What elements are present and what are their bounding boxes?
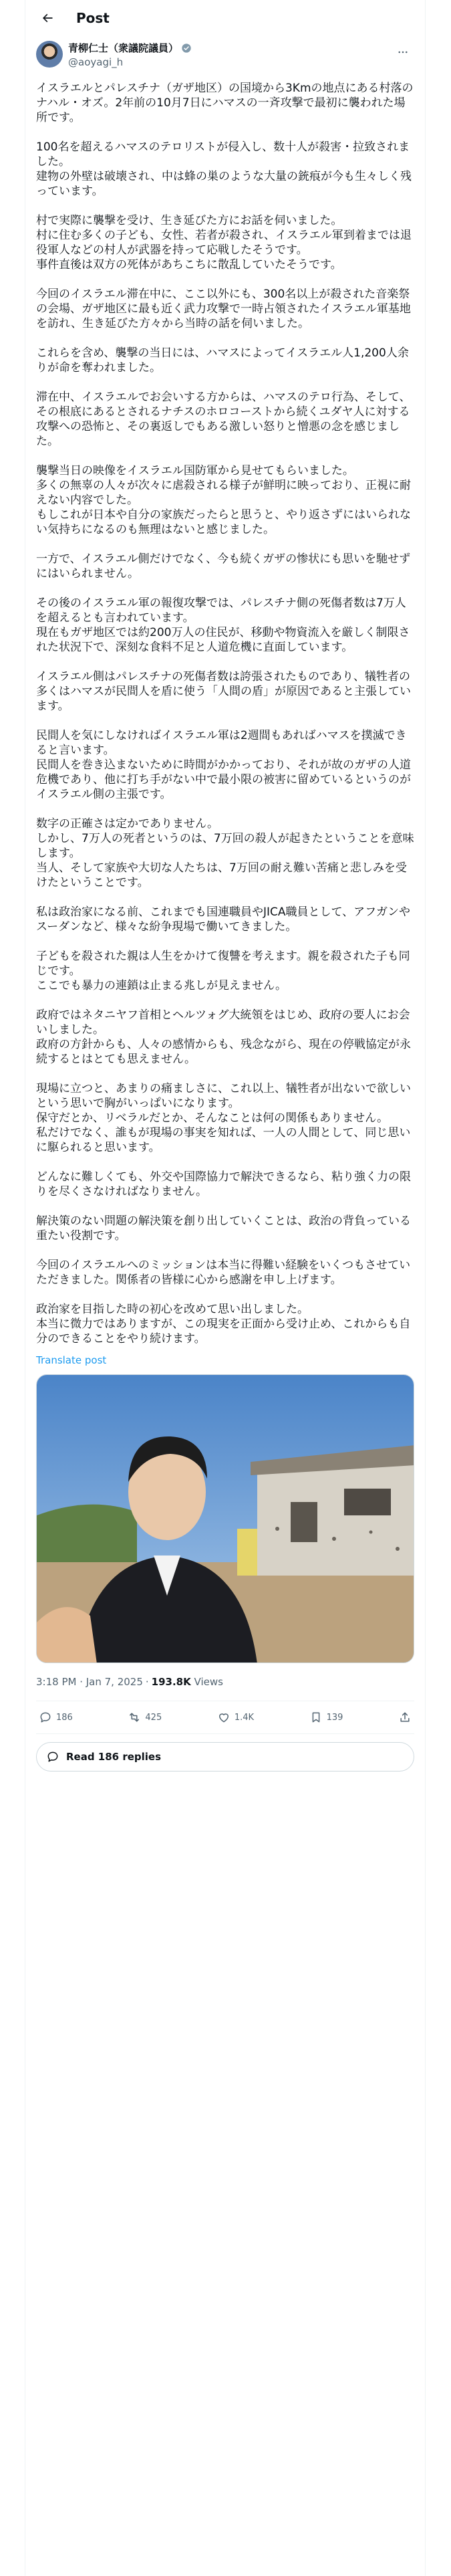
bookmark-button[interactable] (309, 1711, 343, 1724)
page-title: Post (76, 9, 110, 26)
author-handle[interactable]: @aoyagi_h (68, 56, 124, 68)
repost-button[interactable] (128, 1711, 162, 1724)
more-dots-icon (397, 46, 409, 58)
speech-bubble-icon (46, 1750, 59, 1763)
post-column (25, 0, 426, 2576)
author-row (36, 35, 414, 73)
avatar[interactable] (36, 41, 63, 68)
like-count: 1.4K (234, 1712, 255, 1723)
back-button[interactable] (36, 7, 59, 29)
photo-image (37, 1375, 414, 1663)
bookmark-count: 139 (326, 1712, 343, 1723)
like-button[interactable] (217, 1711, 254, 1724)
reply-icon (39, 1711, 52, 1724)
author-names (68, 41, 392, 68)
translate-post-link[interactable]: Translate post (36, 1354, 107, 1366)
verified-badge-icon (181, 43, 192, 53)
read-replies-button[interactable] (36, 1742, 414, 1772)
post-text: イスラエルとパレスチナ（ガザ地区）の国境から3Kmの地点にある村落のナハル・オズ。2年前の10月7日にハマスの一斉攻撃で最初に襲われた場所です。 100名を超えるハマスのテロリストが侵入し、数十人が殺害・拉致されました。 建物の外壁は破壊され、中は蜂の巣のような大量の銃痕が今も生々しく残っています。 村で実際に襲撃を受け、生き延びた方にお話を伺いました。 村に住む多くの子ども、女性、若者が殺され、イスラエル軍到着までは退役軍人などの村人が武器を持って応戦したそうです。 事件直後は双方の死体があちこちに散乱していたそうです。 今回のイスラエル滞在中に、ここ以外にも、300名以上が殺された音楽祭の会場、ガザ地区に最も近く武力攻撃で一時占領されたイスラエル軍基地を訪れ、生き延びた方々から当時の話を伺いました。 これらを含め、襲撃の当日には、ハマスによってイスラエル人1,200人余りが命を奪われました。 滞在中、イスラエルでお会いする方からは、ハマスのテロ行為、そして、その根底にあるとされるナチスのホロコーストから続くユダヤ人に対する攻撃への恐怖と、その裏返しでもある激しい怒りと憎悪の念を感じました。 襲撃当日の映像をイスラエル国防軍から見せてもらいました。 多くの無辜の人々が次々に虐殺される様子が鮮明に映っており、正視に耐えない内容でした。 もしこれが日本や自分の家族だったらと思うと、やり返さずにはいられない気持ちになるのも無理はないと感じました。 一方で、イスラエル側だけでなく、今も続くガザの惨状にも思いを馳せずにはいられません。 その後のイスラエル軍の報復攻撃では、パレスチナ側の死傷者数は7万人を超えるとも言われています。 現在もガザ地区では約200万人の住民が、移動や物資流入を厳しく制限された状況下で、深刻な食料不足と人道危機に直面しています。 イスラエル側はパレスチナの死傷者数は誇張されたものであり、犠牲者の多くはハマスが民間人を盾に使う「人間の盾」が原因であると主張しています。 民間人を気にしなければイスラエル軍は2週間もあればハマスを撲滅できると言います。 民間人を巻き込まないために時間がかかっており、それが故のガザの人道危機であり、他に打ち手がない中で最小限の被害に留めているというのがイスラエル側の主張です。 数字の正確さは定かでありません。 しかし、7万人の死者というのは、7万回の殺人が起きたということを意味します。 当人、そして家族や大切な人たちは、7万回の耐え難い苦痛と悲しみを受けたということです。 私は政治家になる前、これまでも国連職員やJICA職員として、アフガンやスーダンなど、様々な紛争現場で働いてきました。 子どもを殺された親は人生をかけて復讐を考えます。親を殺された子も同じです。 ここでも暴力の連鎖は止まる兆しが見えません。 政府ではネタニヤフ首相とヘルツォグ大統領をはじめ、政府の要人にお会いしました。 政府の方針からも、人々の感情からも、残念ながら、現在の停戦協定が永続するとはとても思えません。 現場に立つと、あまりの痛ましさに、これ以上、犠牲者が出ないで欲しいという思いで胸がいっぱいになります。 保守だとか、リベラルだとか、そんなことは何の関係もありません。 私だけでなく、誰もが現場の事実を知れば、一人の人間として、同じ思いに駆られると思います。 どんなに難しくても、外交や国際協力で解決できるなら、粘り強く力の限りを尽くさなければなりません。 解決策のない問題の解決策を創り出していくことは、政治の背負っている重たい役割です。 今回のイスラエルへのミッションは本当に得難い経験をいくつもさせていただきました。関係者の皆様に心から感謝を申し上げます。 政治家を目指した時の初心を改めて思い出しました。 本当に微力ではありますが、この現実を正面から受け止め、これからも自分のできることをやり続けます。 (36, 82, 414, 1346)
display-name-text: 青柳仁士（衆議院議員） (68, 42, 179, 54)
reply-button[interactable] (39, 1711, 73, 1724)
share-icon (398, 1711, 412, 1724)
post-meta (36, 1674, 414, 1690)
reply-count: 186 (56, 1712, 73, 1723)
views-label-text: Views (194, 1676, 223, 1688)
views-count: 193.8K (151, 1676, 191, 1688)
share-button[interactable] (398, 1711, 412, 1724)
meta-separator: · (145, 1676, 149, 1688)
back-arrow-icon (41, 11, 54, 25)
post (25, 35, 425, 1772)
top-bar (25, 0, 425, 35)
more-options-button[interactable] (392, 41, 414, 64)
post-timestamp[interactable]: 3:18 PM · Jan 7, 2025 (36, 1676, 143, 1688)
post-photo[interactable] (36, 1374, 414, 1663)
repost-count: 425 (145, 1712, 162, 1723)
author-display-name[interactable] (68, 41, 392, 55)
heart-icon (217, 1711, 231, 1724)
repost-icon (128, 1711, 141, 1724)
bookmark-icon (309, 1711, 323, 1724)
action-bar (36, 1701, 414, 1734)
read-replies-label: Read 186 replies (66, 1751, 162, 1763)
